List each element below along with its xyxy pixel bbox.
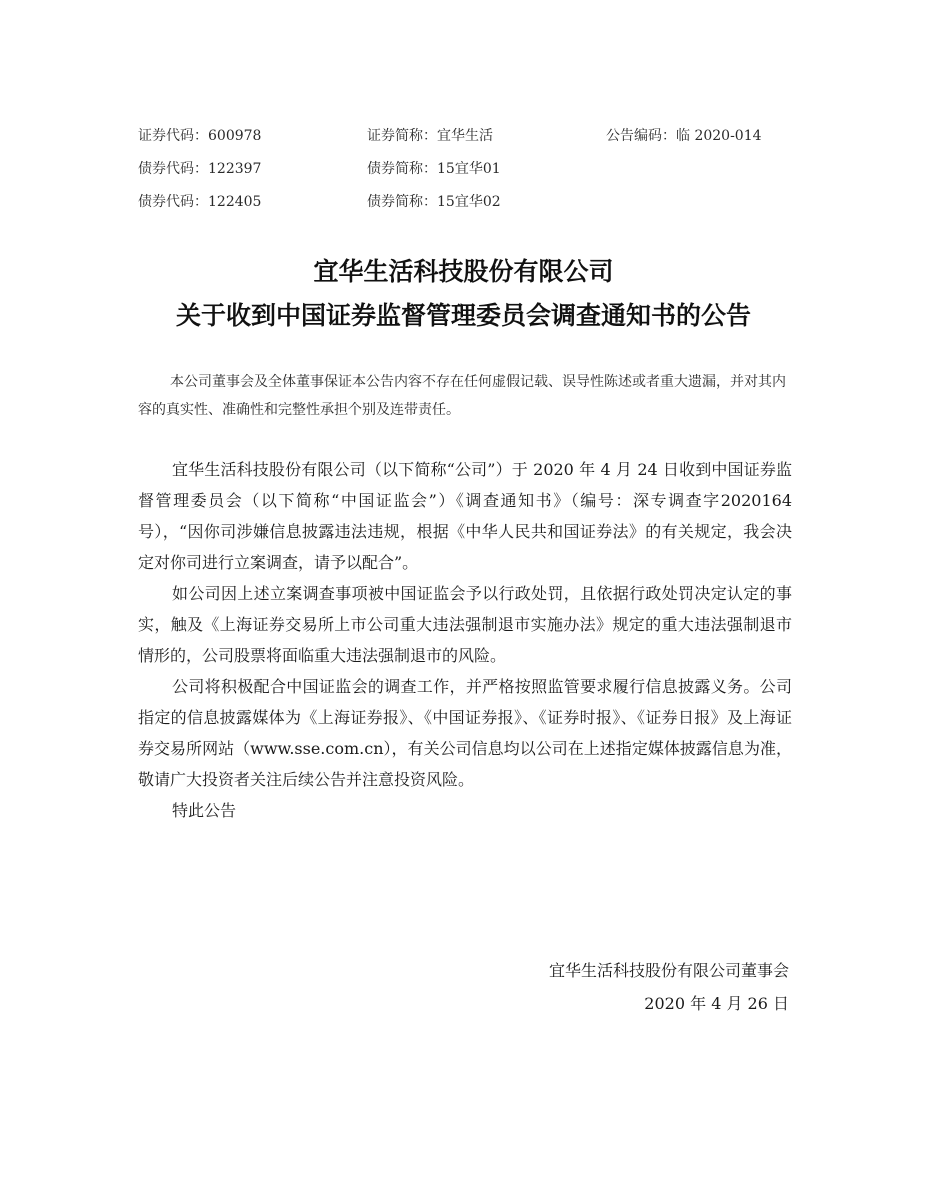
code-row-bond-2 — [138, 186, 798, 219]
security-codes-header — [138, 120, 798, 219]
company-title: 宜华生活科技股份有限公司 — [313, 257, 614, 286]
board-guarantee-notice: 本公司董事会及全体董事保证本公告内容不存在任何虚假记载、误导性陈述或者重大遗漏，并对其内容的真实性、准确性和完整性承担个别及连带责任。 — [138, 374, 786, 418]
announcement-number: 公告编码：临 2020-014 — [606, 128, 762, 144]
body-paragraph: 公司将积极配合中国证监会的调查工作，并严格按照监管要求履行信息披露义务。公司指定的信息披露媒体为《上海证券报》、《中国证券报》、《证券时报》、《证券日报》及上海证券交易所网站（www.sse.com.cn），有关公司信息均以公司在上述指定媒体披露信息为准，敬请广大投资者关注后续公告并注意投资风险。 — [138, 677, 792, 789]
code-row-bond-1 — [138, 153, 798, 186]
bond-short-name-1: 债券简称：15宜华01 — [367, 161, 501, 177]
signature-date: 2020 年 4 月 26 日 — [644, 994, 789, 1013]
announcement-title: 关于收到中国证券监督管理委员会调查通知书的公告 — [175, 301, 751, 330]
bond-code-1: 债券代码：122397 — [138, 161, 262, 177]
body-paragraph: 如公司因上述立案调查事项被中国证监会予以行政处罚，且依据行政处罚决定认定的事实，触及《上海证券交易所上市公司重大违法强制退市实施办法》规定的重大违法强制退市情形的，公司股票将面临重大违法强制退市的风险。 — [138, 584, 792, 665]
stock-short-name: 证券简称：宜华生活 — [367, 128, 493, 144]
announcement-body — [138, 454, 792, 826]
closing-remark: 特此公告 — [172, 801, 237, 820]
bond-code-2: 债券代码：122405 — [138, 194, 262, 210]
signature-company: 宜华生活科技股份有限公司董事会 — [548, 961, 789, 980]
stock-code: 证券代码：600978 — [138, 128, 262, 144]
bond-short-name-2: 债券简称：15宜华02 — [367, 194, 501, 210]
body-paragraph: 宜华生活科技股份有限公司（以下简称“公司”）于 2020 年 4 月 24 日收到中国证券监督管理委员会（以下简称“中国证监会”）《调查通知书》（编号：深专调查字2020164 号），“因你司涉嫌信息披露违法违规，根据《中华人民共和国证券法》的有关规定，我会决定对你司进行立案调查，请予以配合”。 — [138, 460, 792, 572]
code-row-stock — [138, 120, 798, 153]
